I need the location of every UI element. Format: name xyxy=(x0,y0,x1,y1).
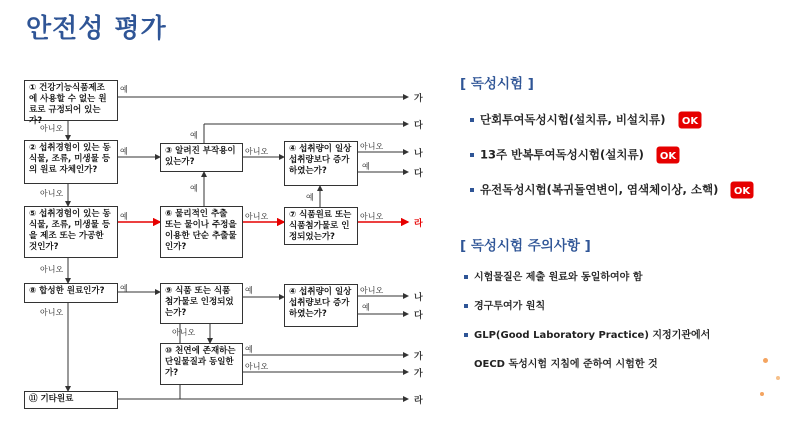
svg-text:OK: OK xyxy=(659,151,676,162)
bullet-icon xyxy=(464,275,468,279)
edge-label-yes: 예 xyxy=(245,286,253,295)
result-da: 다 xyxy=(414,311,423,321)
result-ra-highlight: 라 xyxy=(414,219,423,229)
edge-label-no: 아니오 xyxy=(40,189,64,198)
ok-stamp-icon xyxy=(678,111,702,129)
edge-label-yes: 예 xyxy=(120,284,128,293)
edge-label-no: 아니오 xyxy=(172,328,196,337)
note-item-label: 시험물질은 제출 원료와 동일하여야 함 xyxy=(474,272,643,283)
test-item-label: 13주 반복투여독성시험(설치류) xyxy=(480,147,644,162)
edge-label-yes: 예 xyxy=(245,345,253,354)
edge-label-no: 아니오 xyxy=(360,286,384,295)
edge-label-yes: 예 xyxy=(120,212,128,221)
test-item-label: 유전독성시험(복귀돌연변이, 염색체이상, 소핵) xyxy=(480,182,719,197)
note-item xyxy=(464,268,643,283)
flow-box-11: ⑪ 기타원료 xyxy=(24,391,118,409)
test-item xyxy=(470,111,702,129)
result-na: 나 xyxy=(414,293,423,303)
result-ga: 가 xyxy=(414,369,423,379)
edge-label-yes: 예 xyxy=(120,147,128,156)
flow-box-8: ⑧ 합성한 원료인가? xyxy=(24,283,118,303)
note-item-label: OECD 독성시험 지침에 준하여 시험한 것 xyxy=(474,359,658,370)
flow-box-2: ② 섭취경험이 있는 동식물, 조류, 미생물 등의 원료 자체인가? xyxy=(24,140,118,184)
result-ra: 라 xyxy=(414,396,423,406)
test-item xyxy=(470,181,754,199)
test-item-label: 단회투여독성시험(설치류, 비설치류) xyxy=(480,112,666,127)
note-item-label: 경구투여가 원칙 xyxy=(474,301,546,312)
decorative-dot xyxy=(763,358,768,363)
result-ga: 가 xyxy=(414,352,423,362)
flow-box-5: ⑤ 섭취경험이 있는 동식물, 조류, 미생물 등을 제조 또는 가공한 것인가? xyxy=(24,206,118,258)
edge-label-no: 아니오 xyxy=(360,142,384,151)
result-ga: 가 xyxy=(414,94,423,104)
edge-label-yes: 예 xyxy=(306,193,314,202)
page-title: 안전성 평가 xyxy=(26,14,167,44)
edge-label-no: 아니오 xyxy=(245,212,269,221)
edge-label-yes: 예 xyxy=(190,184,198,193)
flow-box-9: ⑨ 식품 또는 식품첨가물로 인정되었는가? xyxy=(160,283,243,324)
ok-stamp-icon xyxy=(656,146,680,164)
section-toxicity-tests-title: [ 독성시험 ] xyxy=(460,76,534,92)
flow-box-7: ⑦ 식품원료 또는 식품첨가물로 인정되었는가? xyxy=(284,207,358,245)
note-item-label: GLP(Good Laboratory Practice) 지정기관에서 xyxy=(474,330,711,341)
edge-label-no: 아니오 xyxy=(360,212,384,221)
flow-box-4a: ④ 섭취량이 일상 섭취량보다 증가하였는가? xyxy=(284,141,358,186)
bullet-icon xyxy=(470,153,474,157)
edge-label-yes: 예 xyxy=(120,85,128,94)
edge-label-no: 아니오 xyxy=(245,147,269,156)
edge-label-no: 아니오 xyxy=(40,265,64,274)
bullet-icon xyxy=(464,333,468,337)
ok-stamp-icon xyxy=(730,181,754,199)
decorative-dot xyxy=(760,392,764,396)
flow-box-3: ③ 알려진 부작용이 있는가? xyxy=(160,143,243,172)
test-item xyxy=(470,146,680,164)
decorative-dot xyxy=(776,376,780,380)
bullet-icon xyxy=(464,304,468,308)
svg-text:OK: OK xyxy=(681,116,698,127)
edge-label-no: 아니오 xyxy=(40,308,64,317)
note-item xyxy=(464,326,710,341)
edge-label-no: 아니오 xyxy=(40,124,64,133)
flow-box-1: ① 건강기능식품제조에 사용할 수 없는 원료로 규정되어 있는가? xyxy=(24,80,118,121)
edge-label-yes: 예 xyxy=(190,131,198,140)
bullet-icon xyxy=(470,188,474,192)
edge-label-yes: 예 xyxy=(362,303,370,312)
flow-box-10: ⑩ 천연에 존재하는 단일물질과 동일한가? xyxy=(160,343,243,385)
flow-box-6: ⑥ 물리적인 추출 또는 물이나 주정을 이용한 단순 추출물인가? xyxy=(160,206,243,258)
result-da: 다 xyxy=(414,169,423,179)
svg-text:OK: OK xyxy=(734,186,751,197)
flow-box-4b: ④ 섭취량이 일상 섭취량보다 증가하였는가? xyxy=(284,284,358,327)
section-precautions-title: [ 독성시험 주의사항 ] xyxy=(460,238,591,254)
note-item xyxy=(464,297,545,312)
result-na: 나 xyxy=(414,149,423,159)
result-da: 다 xyxy=(414,121,423,131)
note-item-continuation xyxy=(474,355,658,370)
edge-label-no: 아니오 xyxy=(245,362,269,371)
edge-label-yes: 예 xyxy=(362,162,370,171)
bullet-icon xyxy=(470,118,474,122)
